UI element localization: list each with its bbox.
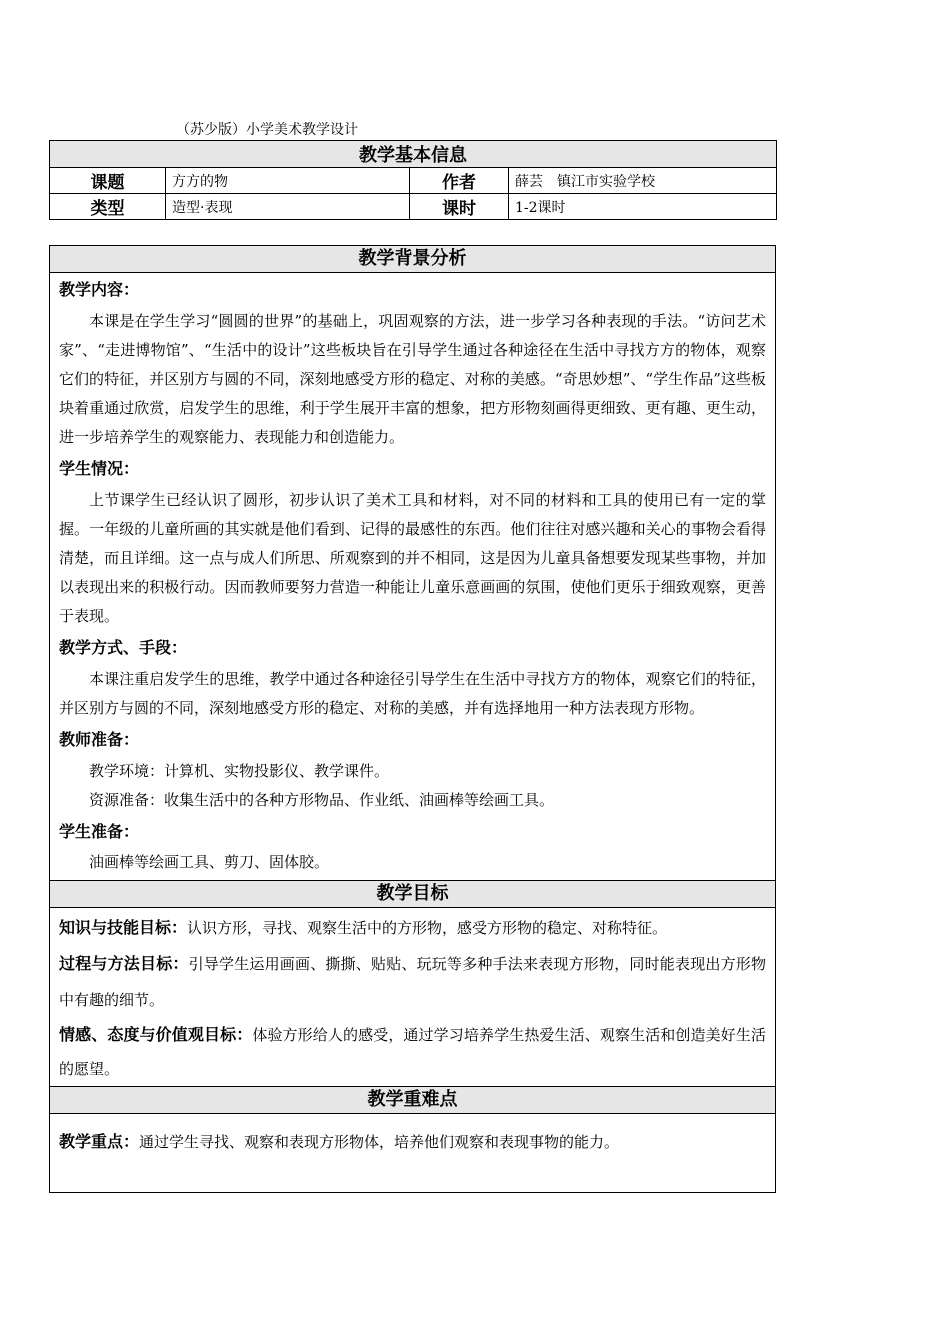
teacher-env: 教学环境：计算机、实物投影仪、教学课件。	[89, 762, 390, 780]
type-value: 造型·表现	[166, 194, 410, 220]
lesson-analysis-box	[49, 245, 776, 1193]
key-points-section	[50, 1114, 775, 1192]
background-header: 教学背景分析	[50, 246, 775, 273]
content-title: 教学内容：	[59, 280, 140, 299]
teacher-res: 资源准备：收集生活中的各种方形物品、作业纸、油画棒等绘画工具。	[89, 791, 555, 809]
emotion-text: 体验方形给人的感受，通过学习培养学生热爱生活、观察生活和创造美好生活的愿望。	[59, 1026, 766, 1078]
duration-label: 课时	[410, 194, 509, 220]
focus-label: 教学重点：	[59, 1132, 140, 1151]
method-text: 本课注重启发学生的思维，教学中通过各种途径引导学生在生活中寻找方方的物体，观察它们的特征，并区别方与圆的不同，深刻地感受方形的稳定、对称的美感，并有选择地用一种方法表现方形物。	[59, 670, 766, 717]
focus-text: 通过学生寻找、观察和表现方形物体，培养他们观察和表现事物的能力。	[139, 1133, 620, 1151]
topic-value: 方方的物	[166, 168, 410, 194]
table-row	[50, 194, 777, 220]
document-title: （苏少版）小学美术教学设计	[176, 122, 358, 138]
duration-value: 1-2课时	[509, 194, 777, 220]
basic-info-header: 教学基本信息	[50, 141, 777, 168]
goals-header: 教学目标	[50, 880, 775, 908]
method-title: 教学方式、手段：	[59, 638, 188, 657]
content-text: 本课是在学生学习“圆圆的世界”的基础上，巩固观察的方法，进一步学习各种表现的手法。“访问艺术家”、“走进博物馆”、“生活中的设计”这些板块旨在引导学生通过各种途径在生活中寻找方方的物体，观察它们的特征，并区别方与圆的不同，深刻地感受方形的稳定、对称的美感。“奇思妙想”、“学生作品”这些板块着重通过欣赏，启发学生的思维，利于学生展开丰富的想象，把方形物刻画得更细致、更有趣、更生动，进一步培养学生的观察能力、表现能力和创造能力。	[59, 312, 766, 446]
emotion-goal	[59, 1018, 766, 1086]
student-title: 学生情况：	[59, 459, 140, 478]
student-text: 上节课学生已经认识了圆形，初步认识了美术工具和材料，对不同的材料和工具的使用已有一定的掌握。一年级的儿童所画的其实就是他们看到、记得的最感性的东西。他们往往对感兴趣和关心的事物会看得清楚，而且详细。这一点与成人们所思、所观察到的并不相同，这是因为儿童具备想要发现某些事物，并加以表现出来的积极行动。因而教师要努力营造一种能让儿童乐意画画的氛围，使他们更乐于细致观察，更善于表现。	[59, 491, 766, 625]
key-points-header: 教学重难点	[50, 1086, 775, 1114]
teacher-title: 教师准备：	[59, 730, 140, 749]
student-prep-title: 学生准备：	[59, 822, 140, 841]
process-label: 过程与方法目标：	[59, 954, 189, 973]
focus-point	[59, 1124, 766, 1160]
author-value: 薛芸 镇江市实验学校	[509, 168, 777, 194]
author-label: 作者	[410, 168, 509, 194]
type-label: 类型	[50, 194, 166, 220]
topic-label: 课题	[50, 168, 166, 194]
process-goal	[59, 946, 766, 1018]
knowledge-text: 认识方形，寻找、观察生活中的方形物，感受方形物的稳定、对称特征。	[187, 919, 668, 937]
student-prep-text: 油画棒等绘画工具、剪刀、固体胶。	[89, 853, 330, 871]
process-text: 引导学生运用画画、撕撕、贴贴、玩玩等多种手法来表现方形物，同时能表现出方形物中有趣的细节。	[59, 955, 766, 1009]
emotion-label: 情感、态度与价值观目标：	[59, 1025, 253, 1044]
goals-section	[50, 908, 775, 1086]
knowledge-label: 知识与技能目标：	[59, 918, 188, 937]
background-section	[50, 273, 775, 880]
knowledge-goal	[59, 910, 766, 946]
basic-info-table	[49, 140, 777, 220]
table-row	[50, 168, 777, 194]
